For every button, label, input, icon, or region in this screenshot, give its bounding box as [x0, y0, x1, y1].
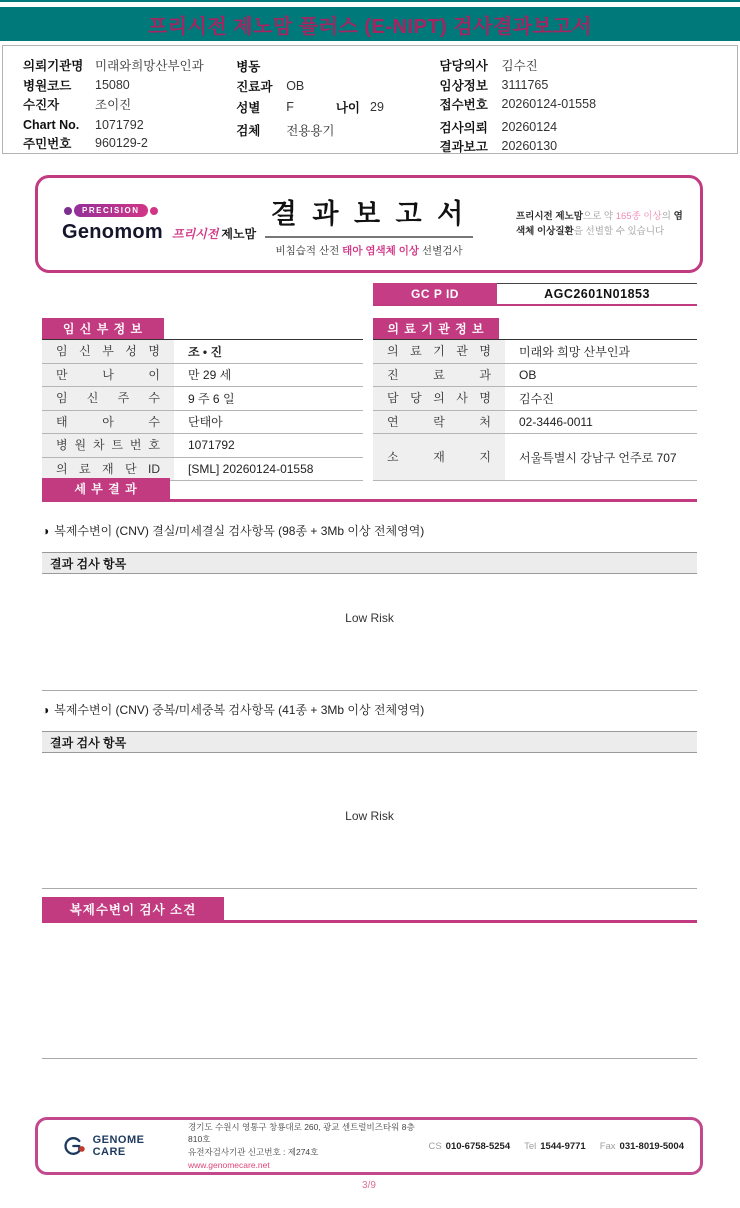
divider-line [42, 690, 697, 691]
field-value: 960129-2 [95, 135, 148, 150]
row-label: 연 락 처 [373, 411, 505, 434]
table-row [42, 364, 363, 388]
field-label: 성별 [236, 100, 261, 115]
row-label: 소 재 지 [373, 434, 505, 480]
footer-contacts [428, 1141, 684, 1152]
field-label: 진료과 [236, 80, 273, 94]
row-value: 조 • 진 [188, 344, 223, 359]
field-label: 나이 [335, 100, 360, 115]
fax-number: 031-8019-5004 [619, 1140, 684, 1152]
result-items-bar [42, 552, 697, 574]
result-report-title-block [239, 192, 499, 258]
precision-badge-label: PRECISION [74, 204, 148, 217]
genome-care-wordmark: GENOME CARE [92, 1134, 145, 1158]
row-label: 임 신 주 수 [42, 387, 174, 410]
brand-wordmark: Genomom [62, 221, 163, 243]
result-items-bar [42, 731, 697, 753]
row-label: 임 신 부 성 명 [42, 340, 174, 363]
field-value: 20260124-01558 [501, 97, 597, 111]
cs-label: CS [428, 1140, 442, 1152]
footer-box [35, 1117, 703, 1175]
genome-care-mark-icon [60, 1134, 88, 1158]
report-body [35, 0, 705, 1208]
divider-line [42, 1058, 697, 1059]
field-label: 병원코드 [23, 78, 72, 93]
table-row [42, 411, 363, 435]
field-label: Chart No. [23, 117, 80, 132]
table-row [373, 340, 697, 364]
tel-label: Tel [524, 1140, 537, 1152]
divider-line [42, 888, 697, 889]
subtitle-accent: 태아 염색체 이상 [342, 244, 420, 257]
clinic-table-title: 의 료 기 관 정 보 [373, 318, 499, 339]
row-value: [SML] 20260124-01558 [188, 461, 314, 476]
field-value: 29 [370, 99, 384, 114]
tel-number: 1544-9771 [540, 1140, 586, 1152]
cnv-duplication-heading [42, 701, 697, 718]
clinic-table-body [373, 339, 697, 481]
row-value: 김수진 [519, 391, 554, 406]
pregnancy-info-table [42, 318, 363, 481]
field-label: 병동 [236, 59, 261, 74]
genome-care-logo [60, 1134, 174, 1158]
detail-results-tab: 세 부 결 과 [42, 478, 170, 499]
row-value: 단태아 [188, 415, 223, 430]
gcpid-label: GC P ID [373, 283, 497, 304]
field-label: 검사의뢰 [439, 120, 488, 135]
field-value: OB [286, 79, 305, 93]
tagline-bold-1: 프리시전 제노맘 [516, 211, 583, 222]
row-label: 진 료 과 [373, 364, 505, 387]
brand-kr-pink: 프리시전 [172, 227, 219, 241]
field-value: 20260124 [501, 119, 558, 134]
gcpid-value: AGC2601N01853 [497, 283, 697, 304]
field-value: 1071792 [95, 117, 144, 132]
field-value: 전용용기 [286, 124, 335, 138]
subtitle-post: 선별검사 [419, 244, 463, 257]
half-circle-icon: ◑ [42, 523, 50, 538]
clinic-info-table [373, 318, 697, 481]
cnv-duplication-result: Low Risk [345, 809, 394, 823]
table-row [42, 340, 363, 364]
field-label: 주민번호 [23, 136, 72, 151]
field-label: 수진자 [23, 98, 60, 112]
result-items-label: 결과 검사 항목 [50, 735, 127, 750]
field-label: 의뢰기관명 [23, 59, 84, 73]
website-link[interactable]: www.genomecare.net [188, 1159, 270, 1170]
result-items-label: 결과 검사 항목 [50, 556, 127, 571]
address-line-1: 경기도 수원시 영통구 창룡대로 260, 광교 센트럴비즈타워 8층 810호 [188, 1121, 415, 1145]
field-label: 결과보고 [439, 140, 488, 154]
field-value: 20260130 [501, 139, 558, 153]
heading-text: 복제수변이 (CNV) 결실/미세결실 검사항목 (98종 + 3Mb 이상 전체영역) [54, 524, 425, 538]
field-value: 3111765 [501, 77, 549, 92]
row-value: 서울특별시 강남구 언주로 707 [519, 450, 677, 465]
brand-kr-black: 제노맘 [221, 227, 257, 241]
tagline-text-3: 을 선별할 수 있습니다 [573, 225, 665, 237]
title-underline [265, 236, 473, 238]
field-value: 김수진 [501, 59, 538, 73]
badge-dot-left-icon [64, 207, 72, 215]
field-value: 15080 [95, 77, 130, 92]
cs-number: 010-6758-5254 [445, 1140, 511, 1152]
field-value: 조이진 [95, 98, 132, 112]
result-report-title: 결 과 보 고 서 [270, 199, 468, 229]
result-report-subtitle [239, 243, 499, 258]
table-row [373, 364, 697, 388]
field-label: 접수번호 [439, 98, 488, 112]
row-value: 02-3446-0011 [519, 414, 593, 429]
footer-address [188, 1121, 428, 1172]
row-label: 병 원 차 트 번 호 [42, 434, 174, 457]
row-label: 의 료 재 단 ID [42, 458, 174, 481]
cnv-deletion-result: Low Risk [345, 611, 394, 625]
table-row [373, 434, 697, 481]
cnv-opinion-underline [42, 920, 697, 923]
field-value: F [286, 99, 294, 114]
badge-dot-right-icon [150, 207, 158, 215]
table-row [42, 434, 363, 458]
row-value: 미래와 희망 산부인과 [519, 344, 630, 359]
pregnancy-table-body [42, 339, 363, 481]
heading-text: 복제수변이 (CNV) 중복/미세중복 검사항목 (41종 + 3Mb 이상 전체영역) [54, 703, 425, 717]
row-label: 의 료 기 관 명 [373, 340, 505, 363]
page-title: 프리시전 제노맘 플러스 (E-NIPT) 검사결과보고서 [147, 15, 593, 38]
tagline-accent: 165종 이상 [615, 211, 662, 222]
row-label: 태 아 수 [42, 411, 174, 434]
tagline-text-1: 으로 약 [582, 211, 616, 222]
row-value: 9 주 6 일 [188, 391, 235, 406]
table-row [42, 387, 363, 411]
half-circle-icon: ◑ [42, 702, 50, 717]
subtitle-pre: 비침습적 산전 [275, 244, 343, 257]
address-line-2: 유전자검사기관 신고번호 : 제274호 [188, 1147, 319, 1157]
row-value: 만 29 세 [188, 368, 232, 383]
field-label: 검체 [236, 124, 261, 138]
table-row [373, 411, 697, 435]
field-value: 미래와희망산부인과 [95, 59, 204, 73]
row-value: 1071792 [188, 438, 235, 453]
row-label: 만 나 이 [42, 364, 174, 387]
page-number: 3/9 [362, 1180, 376, 1191]
row-label: 담 당 의 사 명 [373, 387, 505, 410]
fax-label: Fax [599, 1140, 616, 1152]
field-label: 임상정보 [439, 78, 488, 93]
cnv-deletion-heading [42, 522, 697, 539]
gcpid-bar [373, 283, 697, 306]
cnv-opinion-tab: 복제수변이 검사 소견 [42, 897, 224, 920]
tagline-text-2: 의 [661, 211, 674, 222]
detail-results-underline [42, 499, 697, 502]
pregnancy-table-title: 임 신 부 정 보 [42, 318, 164, 339]
tagline [516, 210, 688, 239]
field-label: 담당의사 [439, 59, 488, 73]
tagline-bold-2: 염색체 이상질환 [516, 211, 683, 237]
table-row [373, 387, 697, 411]
row-value: OB [519, 367, 537, 382]
result-report-header-box [35, 175, 703, 273]
